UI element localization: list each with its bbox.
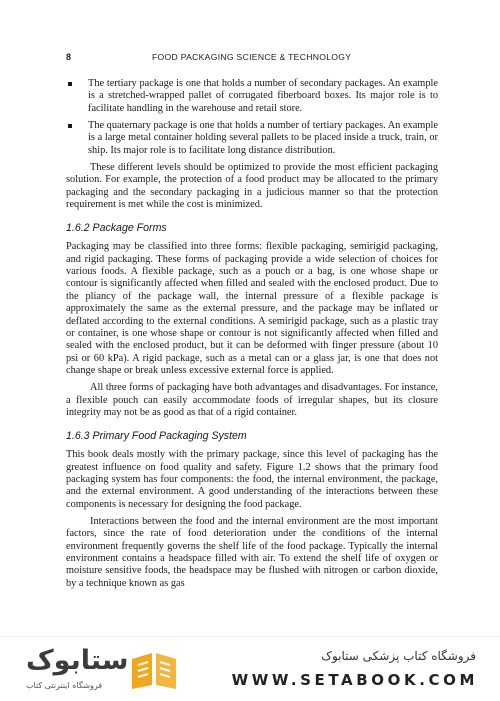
- page-body: [66, 78, 438, 590]
- section-heading-primary-system: 1.6.3 Primary Food Packaging System: [66, 430, 247, 443]
- paragraph-package-forms: Packaging may be classified into three forms: flexible packaging, semirigid packaging, and rigid packaging. These forms of packaging provide a wide selection of choices for various foods. A flexible package, such as a pouch or a bag, is one whose shape or contour is significantly affected when filled and sealed with the enclosed product. Due to the pliancy of the package wall, the internal pressure of a flexible package is approximately the same as the external pressure, and the package may be inflated or deflated according to the external conditions. A semirigid package, such as a plastic tray or container, is one whose shape or contour is not significantly affected when filled and sealed with the enclosed product, but it can be deformed with finger pressure (about 10 psi or 60 kPa). A rigid package, such as a metal can or a glass jar, is one that does not change shape or break unless excessive external force is applied.: [66, 241, 438, 376]
- watermark-footer: [0, 636, 500, 701]
- store-logo-text: ستابوک: [26, 645, 129, 676]
- paragraph-advantages: All three forms of packaging have both advantages and disadvantages. For instance, a flexible pouch can easily accommodate foods of irregular shapes, but its closure integrity may not be as good as that of a rigid container.: [66, 382, 438, 418]
- store-url-link[interactable]: WWW.SETABOOK.COM: [231, 671, 478, 689]
- paragraph-levels: These different levels should be optimized to provide the most efficient packaging solution. For example, the protection of a food product may be allocated to the primary packaging and the secondary packaging in a judicious manner so that the protection requirement is met while the cost is minimized.: [66, 162, 438, 211]
- bullet-item-quaternary: [66, 120, 438, 157]
- store-name: فروشگاه کتاب پزشکی ستابوک: [321, 649, 476, 663]
- page-number: 8: [66, 52, 72, 62]
- store-logo-tagline: فروشگاه اینترنتی کتاب: [26, 681, 103, 690]
- section-heading-package-forms: 1.6.2 Package Forms: [66, 222, 167, 235]
- bullet-text: The quaternary package is one that holds a number of tertiary packages. An example is a large metal container holding several pallets to be placed inside a truck, train, or ship. Its major role is to facilitate long distance distribution.: [88, 120, 438, 156]
- running-title: FOOD PACKAGING SCIENCE & TECHNOLOGY: [152, 52, 352, 62]
- paragraph-interactions: Interactions between the food and the internal environment are the most important factors, since the rate of food deterioration under the conditions of the internal environment frequently governs the shelf life of the food package. Typically the internal environment contains a headspace filled with air. To extend the shelf life of oxygen or moisture sensitive foods, the headspace may be flushed with nitrogen or carbon dioxide, by a technique known as gas: [66, 515, 438, 589]
- book-logo-icon: [128, 649, 180, 691]
- bullet-list: [66, 78, 438, 157]
- bullet-item-tertiary: [66, 78, 438, 115]
- paragraph-primary-package: This book deals mostly with the primary package, since this level of packaging has the greatest influence on food quality and safety. Figure 1.2 shows that the primary food packaging system has four components: the food, the internal environment, the package, and the external environment. A good understanding of the interactions between these components is necessary for designing the food package.: [66, 449, 438, 510]
- page-header: [66, 52, 434, 66]
- bullet-text: The tertiary package is one that holds a number of secondary packages. An example is a stretched-wrapped pallet of corrugated fiberboard boxes. Its major role is to facilitate handling in the warehouse and retail store.: [88, 78, 438, 114]
